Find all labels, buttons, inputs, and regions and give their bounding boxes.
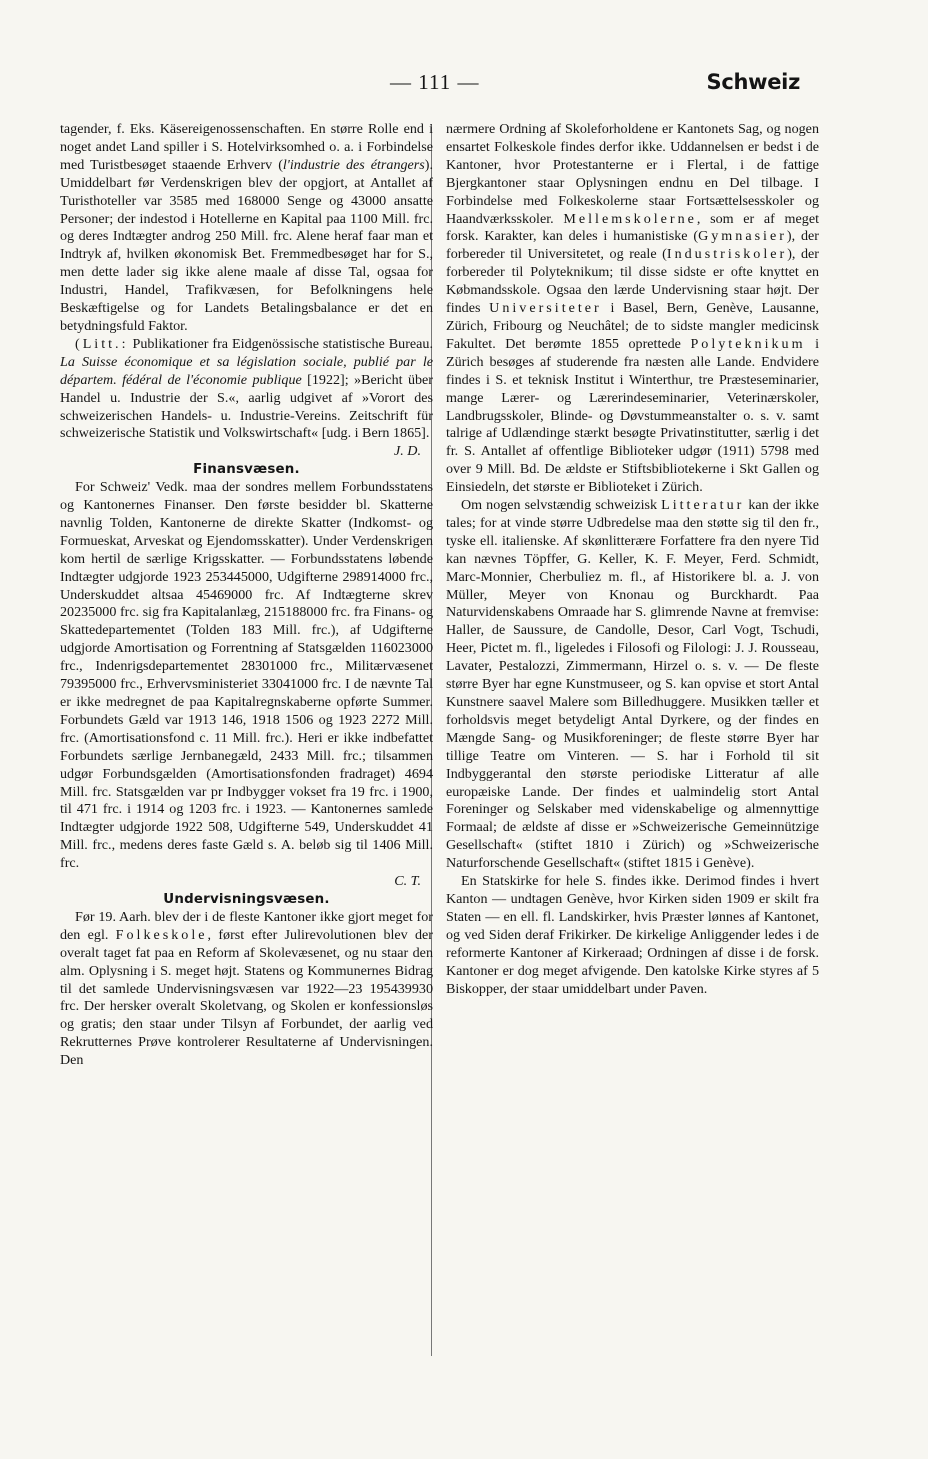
paragraph-church: En Statskirke for hele S. findes ikke. Derimod findes i hvert Kanton — undtagen Genève, hvor Kirken siden 1909 er skilt fra Staten — en ell. fl. Landskirker, hvis Præster lønnes af Kantonet, og ved Siden deraf Frikirker. De kirkelige Anliggender ledes i de reformerte Kantoner af Kirkeraad; Ordningen af disse i de forsk. Kantoner er dog meget afvigende. Den katolske Kirke styres af 5 Biskopper, der staar umiddelbart under Paven. <box>446 873 819 997</box>
page-number: — 111 — <box>390 70 480 94</box>
author-signature: J. D. <box>393 443 421 460</box>
running-head: Schweiz <box>706 70 800 94</box>
paragraph-finance: For Schweiz' Vedk. maa der sondres mellem Forbundsstatens og Kantonernes Finanser. Den første besidder bl. Skatterne navnlig Tolden, Kantonerne de direkte Skatter (Indkomst- og Formueskat, Arveskat og Ejendomsskatter). Under Verdenskrigen kom hertil de særlige Krigsskatter. — Forbundsstatens løbende Indtægter udgjorde 1923 253445000, Udgifterne 298914000 frc., Underskuddet altsaa 45469000 frc. Af Indtægterne skrev 20235000 frc. sig fra Kapitalanlæg, 215188000 frc. fra Finans- og Skattedepartementet (Tolden 183 Mill. frc.), af Udgifterne udgjorde Amortisation og Forrentning af Statsgælden 116023000 frc., Indenrigsdepartementet 28301000 frc., Militærvæsenet 79395000 frc., Erhvervsministeriet 33041000 frc. I de nævnte Tal er ikke medregnet de paa Kapitalregnskaberne opførte Summer. Forbundets Gæld var 1913 146, 1918 1506 og 1923 2272 Mill. frc. (Amortisationsfond c. 11 Mill. frc.). Heri er ikke indbefattet Forbundets særlige Jernbanegæld, 2433 Mill. frc.; tilsammen udgør Forbundsgælden (Amortisationsfonden fradraget) 4694 Mill. frc. Statsgælden var pr Indbygger vokset fra 19 frc. i 1900, til 471 frc. i 1914 og 1203 frc. i 1923. — Kantonernes samlede Indtægter udgjorde 1922 508, Udgifterne 549, Underskuddet 41 Mill. frc., medens deres faste Gæld s. A. beløb sig til 1406 Mill. frc. <box>60 479 433 872</box>
author-signature: C. T. <box>394 873 421 890</box>
paragraph-tourism: tagender, f. Eks. Käsereigenossenschaften. En større Rolle end i noget andet Land spiller i S. Hotelvirksomhed o. a. i Forbindelse med Turistbesøget staaende Erhverv (l'industrie des étrangers). Umiddelbart før Verdenskrigen blev der opgjort, at Antallet af Turisthoteller var 3585 med 168000 Senge og 43000 ansatte Personer; der indestod i Hotellerne en Kapital paa 1100 Mill. frc. og deres Indtægter androg 250 Mill. frc. Alene heraf faar man et Indtryk af, hvilken økonomisk Bet. Fremmedbesøget har for S., men dette lader sig ikke alene maale af disse Tal, ogsaa for Industri, Handel, Trafikvæsen, for Befolkningens hele Beskæftigelse og for Landets Betalingsbalance er det en betydningsfuld Faktor. <box>60 121 433 334</box>
page-header <box>60 70 800 100</box>
paragraph-schools: nærmere Ordning af Skoleforholdene er Kantonets Sag, og nogen ensartet Folkeskole findes derfor ikke. Uddannelsen er bedst i de Kantoner, hvor Protestanterne er i Flertal, i de fattige Bjergkantoner staar Oplysningen endnu en Del tilbage. I Forbindelse med Folkeskolerne staar Fortsættelsesskoler og Haandværksskoler. Mellemskolerne, som er af meget forsk. Karakter, kan deles i humanistiske (Gymnasier), der forbereder til Universitetet, og reale (Industriskoler), der forbereder til Polyteknikum; til disse sidste er ofte knyttet en Købmandsskole. Ogsaa den lærde Undervisning staar højt. Der findes Universiteter i Basel, Bern, Genève, Lausanne, Zürich, Fribourg og Neuchâtel; de to sidste mangler medicinsk Fakultet. Det berømte 1855 oprettede Polyteknikum i Zürich besøges af studerende fra næsten alle Lande. Endvidere findes i S. et teknisk Institut i Winterthur, tre Præsteseminarier, mange Lærer- og Lærerindeseminarier, Veterinærskoler, Landbrugsskoler, Blinde- og Døvstummeanstalter o. s. v. samt talrige af Udlændinge stærkt besøgte Privatinstitutter, særlig i det fr. S. Antallet af offentlige Biblioteker udgør (1911) 5798 med over 9 Mill. Bd. De ældste er Stiftsbibliotekerne i Skt Gallen og Einsiedeln, det største er Biblioteket i Zürich. <box>446 121 819 496</box>
heading-finance: Finansvæsen. <box>193 462 300 478</box>
heading-education: Undervisningsvæsen. <box>163 891 330 907</box>
paragraph-literature-culture: Om nogen selvstændig schweizisk Litteratur kan der ikke tales; for at vinde større Udbredelse maa den støtte sig til den fr., tyske ell. italienske. Af skønlitterære Forfattere fra den nyere Tid kan nævnes Töpffer, G. Keller, K. F. Meyer, Ferd. Schmidt, Marc-Monnier, Cherbuliez m. fl., af Historikere bl. a. J. von Müller, Meyer von Knonau og Burckhardt. Paa Naturvidenskabens Omraade har S. glimrende Navne at fremvise: Haller, de Saussure, de Candolle, Desor, Carl Vogt, Tschudi, Heer, Pictet m. fl., ligeledes i Filosofi og Filologi: J. J. Rousseau, Lavater, Pestalozzi, Zimmermann, Hirzel o. s. v. — De fleste større Byer har egne Kunstmuseer, og S. kan opvise et stort Antal Kunstnere saavel Malere som Billedhuggere. Musikken tæller et forholdsvis meget betydeligt Antal Dyrkere, og der findes en Mængde Sang- og Musikforeninger; de fleste større Byer har tillige Teatre om Vinteren. — S. har i Forhold til sit Indbyggerantal den største periodiske Litteratur af alle europæiske Lande. Der findes et ualmindelig stort Antal Foreninger og Selskaber med videnskabelige og almennyttige Formaal; de ældste af disse er »Schweizerische Gemeinnützige Gesellschaft« (stiftet 1810 i Zürich) og »Schweizerische Naturforschende Gesellschaft« (stiftet 1815 i Genève). <box>446 497 819 872</box>
paragraph-literature: (Litt.: Publikationer fra Eidgenössische statistische Bureau. La Suisse économique et sa législation sociale, publié par le départem. fédéral de l'économie publique [1922]; »Bericht über Handel u. Industrie der S.«, aarlig udgivet af »Vorort des schweizerischen Handels- u. Industrie-Vereins. Zeitschrift für schweizerische Statistik und Volkswirtschaft« [udg. i Bern 1865]. <box>60 335 433 442</box>
right-column <box>446 121 819 998</box>
paragraph-education: Før 19. Aarh. blev der i de fleste Kantoner ikke gjort meget for den egl. Folkeskole, først efter Julirevolutionen blev der overalt taget fat paa en Reform af Skolevæsenet, og nu staar den alm. Oplysning i S. meget højt. Statens og Kommunernes Bidrag til det samlede Undervisningsvæsen var 1922—23 195439930 frc. Der hersker overalt Skoletvang, og Skolen er konfessionsløs og gratis; den staar under Tilsyn af Forbundet, der aarlig ved Rekrutternes Prøve kontrolerer Resultaterne af Undervisningen. Den <box>60 908 433 1069</box>
left-column <box>60 121 433 1070</box>
